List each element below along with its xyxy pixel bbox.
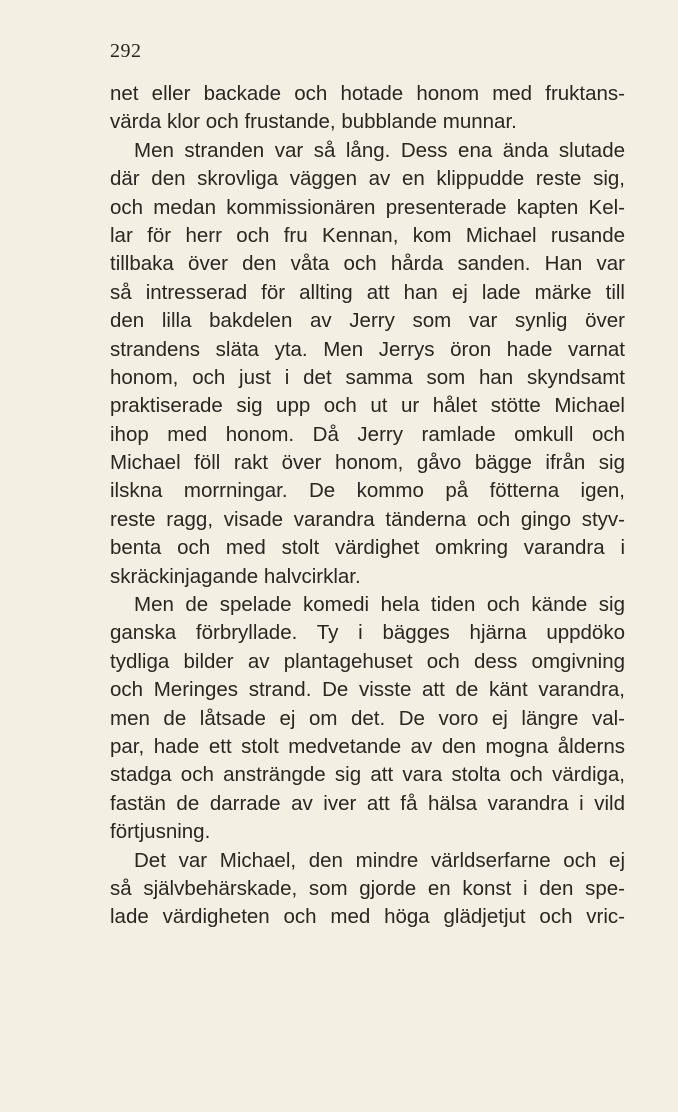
text-line: ganska förbryllade. Ty i bägges hjärna uppdöko <box>110 621 625 645</box>
text-line: honom, och just i det samma som han skyndsamt <box>110 365 625 389</box>
body-text <box>110 80 625 932</box>
text-line: strandens släta yta. Men Jerrys öron hade varnat <box>110 337 625 361</box>
text-line: ilskna morrningar. De kommo på fötterna igen, <box>110 479 625 503</box>
text-line: men de låtsade ej om det. De voro ej längre val- <box>110 706 625 730</box>
text-line: fastän de darrade av iver att få hälsa varandra i vild <box>110 791 625 815</box>
text-line: tillbaka över den våta och hårda sanden. Han var <box>110 252 625 276</box>
text-line: så intresserad för allting att han ej lade märke till <box>110 280 625 304</box>
text-line: lar för herr och fru Kennan, kom Michael rusande <box>110 223 625 247</box>
text-line: Michael föll rakt över honom, gåvo bägge ifrån sig <box>110 451 625 475</box>
text-line: Men stranden var så lång. Dess ena ända slutade <box>134 138 625 162</box>
text-line: där den skrovliga väggen av en klippudde reste sig, <box>110 167 625 191</box>
text-line: lade värdigheten och med höga glädjetjut och vric- <box>110 905 625 929</box>
text-line: stadga och ansträngde sig att vara stolta och värdiga, <box>110 763 625 787</box>
text-line: förtjusning. <box>110 820 211 844</box>
page-number: 292 <box>110 40 142 62</box>
text-line: tydliga bilder av plantagehuset och dess omgivning <box>110 649 625 673</box>
text-line: praktiserade sig upp och ut ur hålet stötte Michael <box>110 394 625 418</box>
text-line: Men de spelade komedi hela tiden och kände sig <box>134 593 625 617</box>
text-line: och medan kommissionären presenterade kapten Kel- <box>110 195 625 219</box>
text-line: Det var Michael, den mindre världserfarne och ej <box>134 848 625 872</box>
text-line: och Meringes strand. De visste att de känt varandra, <box>110 678 625 702</box>
text-line: net eller backade och hotade honom med fruktans- <box>110 82 625 105</box>
text-line: den lilla bakdelen av Jerry som var synlig över <box>110 309 625 333</box>
text-line: benta och med stolt värdighet omkring varandra i <box>110 536 625 560</box>
text-line: ihop med honom. Då Jerry ramlade omkull och <box>110 422 625 446</box>
text-line: skräckinjagande halvcirklar. <box>110 564 361 588</box>
text-line: så självbehärskade, som gjorde en konst i den spe- <box>110 876 625 900</box>
text-line: par, hade ett stolt medvetande av den mogna ålderns <box>110 734 625 758</box>
text-line: reste ragg, visade varandra tänderna och gingo styv- <box>110 507 625 531</box>
text-line: värda klor och frustande, bubblande munnar. <box>110 110 517 134</box>
